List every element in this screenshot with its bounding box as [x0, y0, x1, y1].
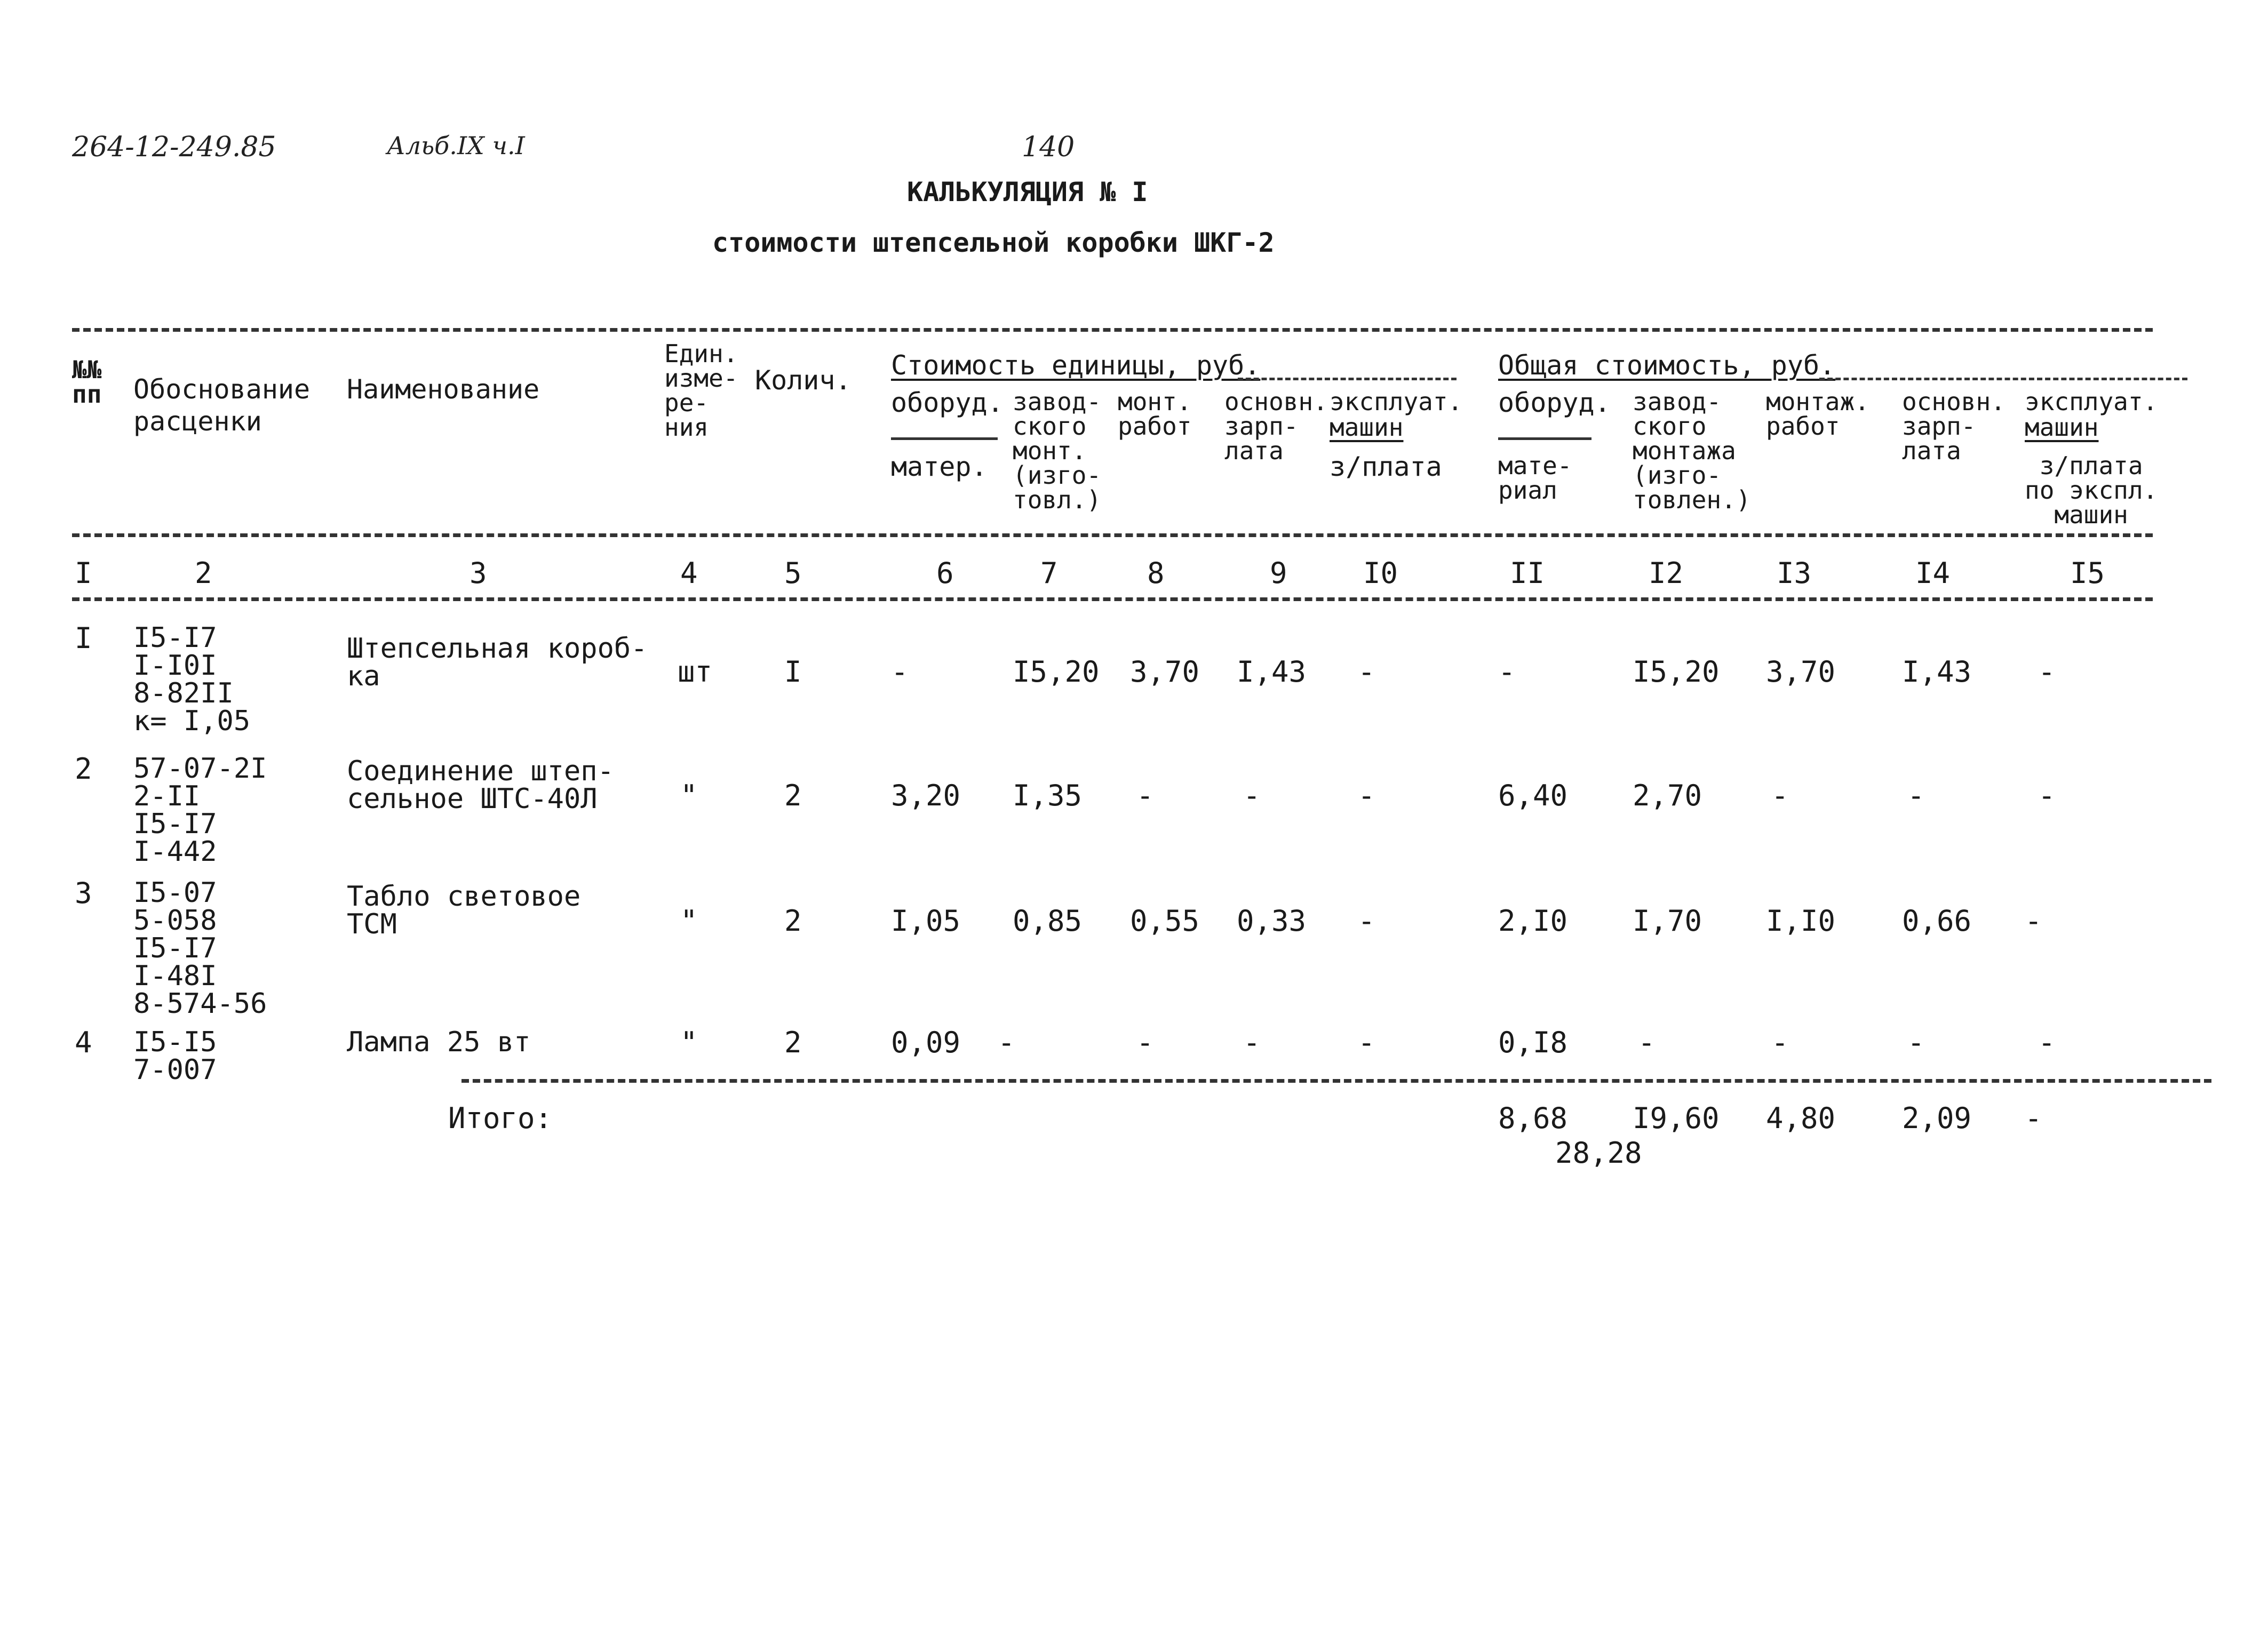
totals-cell-15: -	[2025, 1101, 2042, 1135]
row-name: Соединение штеп- сельное ШТС-40Л	[347, 755, 614, 815]
header-group-unit-cost: Стоимость единицы, руб.	[891, 350, 1261, 381]
row-qty: 2	[784, 1026, 802, 1059]
header-col-11-bottom: мате- риал	[1498, 451, 1572, 505]
col-number: 8	[1147, 556, 1165, 590]
row-cell-12: I5,20	[1633, 655, 1720, 689]
table-top-rule	[72, 328, 2153, 332]
row-qty: 2	[784, 904, 802, 938]
totals-cell-12: I9,60	[1633, 1101, 1720, 1135]
row-cell-15: -	[2038, 1026, 2056, 1059]
group-unit-cost-rule	[1238, 378, 1457, 380]
row-qty: I	[784, 655, 802, 689]
header-col-5: Колич.	[755, 365, 852, 396]
row-cell-6: 3,20	[891, 779, 961, 812]
col-number: 7	[1040, 556, 1058, 590]
album-reference: Альб.IX ч.I	[387, 131, 525, 160]
col-number: I	[75, 556, 92, 590]
row-cell-9: I,43	[1237, 655, 1307, 689]
row-cell-12: 2,70	[1633, 779, 1702, 812]
row-cell-9: 0,33	[1237, 904, 1307, 938]
row-cell-10: -	[1358, 779, 1375, 812]
header-col-4: Един. изме- ре- ния	[664, 339, 738, 442]
row-cell-12: -	[1638, 1026, 1656, 1059]
row-cell-8: 0,55	[1130, 904, 1200, 938]
header-col-7: завод- ского монт. (изго- товл.)	[1013, 387, 1102, 514]
col-number: I0	[1363, 556, 1398, 590]
totals-cell-11: 8,68	[1498, 1101, 1568, 1135]
page-number: 140	[1022, 131, 1075, 163]
header-col-6-top: оборуд.	[891, 387, 1004, 418]
row-cell-7: I5,20	[1013, 655, 1100, 689]
row-cell-11: -	[1498, 655, 1516, 689]
row-qty: 2	[784, 779, 802, 812]
row-cell-6: 0,09	[891, 1026, 961, 1059]
row-cell-14: 0,66	[1902, 904, 1972, 938]
row-number: 4	[75, 1026, 92, 1059]
col-number: 4	[680, 556, 698, 590]
header-col-6-bottom: матер.	[891, 451, 988, 482]
row-cell-12: I,70	[1633, 904, 1702, 938]
header-col-12: завод- ского монтажа (изго- товлен.)	[1633, 387, 1751, 514]
row-cell-13: -	[1771, 1026, 1789, 1059]
row-unit: шт	[678, 655, 713, 689]
col-number: 3	[469, 556, 487, 590]
row-basis: I5-I5 7-007	[133, 1026, 217, 1086]
col-11-divider	[1498, 437, 1591, 440]
header-bottom-rule	[72, 533, 2153, 537]
row-cell-14: -	[1907, 1026, 1925, 1059]
header-col-1: №№ пп	[72, 355, 102, 409]
row-basis: I5-I7 I-I0I 8-82II к= I,05	[133, 622, 251, 737]
row-cell-11: 2,I0	[1498, 904, 1568, 938]
document-code: 264-12-249.85	[72, 131, 276, 163]
row-basis: I5-07 5-058 I5-I7 I-48I 8-574-56	[133, 877, 267, 1020]
row-cell-15: -	[2038, 779, 2056, 812]
row-cell-9: -	[1243, 1026, 1261, 1059]
header-col-8: монт. работ	[1118, 387, 1192, 441]
row-number: 2	[75, 752, 92, 786]
header-col-2: Обоснование расценки	[133, 374, 311, 437]
header-col-9: основн. зарп- лата	[1224, 387, 1328, 465]
header-col-13: монтаж. работ	[1766, 387, 1869, 441]
col-number: 6	[936, 556, 954, 590]
header-group-total-cost: Общая стоимость, руб.	[1498, 350, 1836, 381]
col-number: I5	[2070, 556, 2105, 590]
grand-total: 28,28	[1555, 1136, 1642, 1170]
row-cell-8: -	[1136, 1026, 1154, 1059]
col-number: I2	[1649, 556, 1684, 590]
row-cell-11: 6,40	[1498, 779, 1568, 812]
row-cell-8: 3,70	[1130, 655, 1200, 689]
totals-rule	[461, 1079, 2211, 1083]
row-cell-8: -	[1136, 779, 1154, 812]
group-total-cost-rule	[1819, 378, 2187, 380]
document-subtitle: стоимости штепсельной коробки ШКГ-2	[712, 227, 1275, 258]
col-number: I4	[1915, 556, 1951, 590]
header-col-10-top-machines: машин	[1330, 413, 1404, 442]
row-cell-6: -	[891, 655, 909, 689]
row-cell-15: -	[2038, 655, 2056, 689]
row-cell-10: -	[1358, 904, 1375, 938]
row-cell-11: 0,I8	[1498, 1026, 1568, 1059]
header-col-3: Наименование	[347, 374, 540, 405]
header-col-15-top-machines: машин	[2025, 413, 2099, 442]
row-cell-9: -	[1243, 779, 1261, 812]
row-cell-10: -	[1358, 1026, 1375, 1059]
header-col-10-top: эксплуат.	[1330, 387, 1463, 416]
header-col-10-bottom: з/плата	[1330, 451, 1442, 482]
row-name: Лампа 25 вт	[347, 1026, 531, 1058]
totals-cell-13: 4,80	[1766, 1101, 1836, 1135]
document-title: КАЛЬКУЛЯЦИЯ № I	[907, 177, 1148, 207]
header-col-11-top: оборуд.	[1498, 387, 1611, 418]
row-cell-10: -	[1358, 655, 1375, 689]
col-number: I3	[1777, 556, 1812, 590]
col-number: 2	[195, 556, 212, 590]
row-cell-15: -	[2025, 904, 2042, 938]
col-number: 5	[784, 556, 802, 590]
row-number: 3	[75, 876, 92, 910]
row-cell-14: I,43	[1902, 655, 1972, 689]
row-basis: 57-07-2I 2-II I5-I7 I-442	[133, 753, 267, 868]
row-name: Табло световое ТСМ	[347, 881, 581, 940]
col-6-divider	[891, 437, 998, 440]
row-unit: "	[680, 904, 698, 938]
totals-cell-14: 2,09	[1902, 1101, 1972, 1135]
row-cell-13: -	[1771, 779, 1789, 812]
row-cell-7: I,35	[1013, 779, 1083, 812]
row-name: Штепсельная короб- ка	[347, 633, 648, 692]
row-unit: "	[680, 779, 698, 812]
header-col-15-bottom: з/плата по экспл. машин	[2025, 451, 2158, 529]
row-cell-13: 3,70	[1766, 655, 1836, 689]
totals-label: Итого:	[448, 1101, 553, 1135]
row-cell-7: 0,85	[1013, 904, 1083, 938]
row-cell-7: -	[998, 1026, 1015, 1059]
col-number: 9	[1270, 556, 1287, 590]
row-number: I	[75, 621, 92, 655]
column-numbers-rule	[72, 597, 2153, 601]
row-cell-6: I,05	[891, 904, 961, 938]
header-col-14: основн. зарп- лата	[1902, 387, 2006, 465]
row-cell-14: -	[1907, 779, 1925, 812]
header-col-15-top: эксплуат.	[2025, 387, 2158, 416]
row-cell-13: I,I0	[1766, 904, 1836, 938]
col-number: II	[1510, 556, 1545, 590]
row-unit: "	[680, 1026, 698, 1059]
